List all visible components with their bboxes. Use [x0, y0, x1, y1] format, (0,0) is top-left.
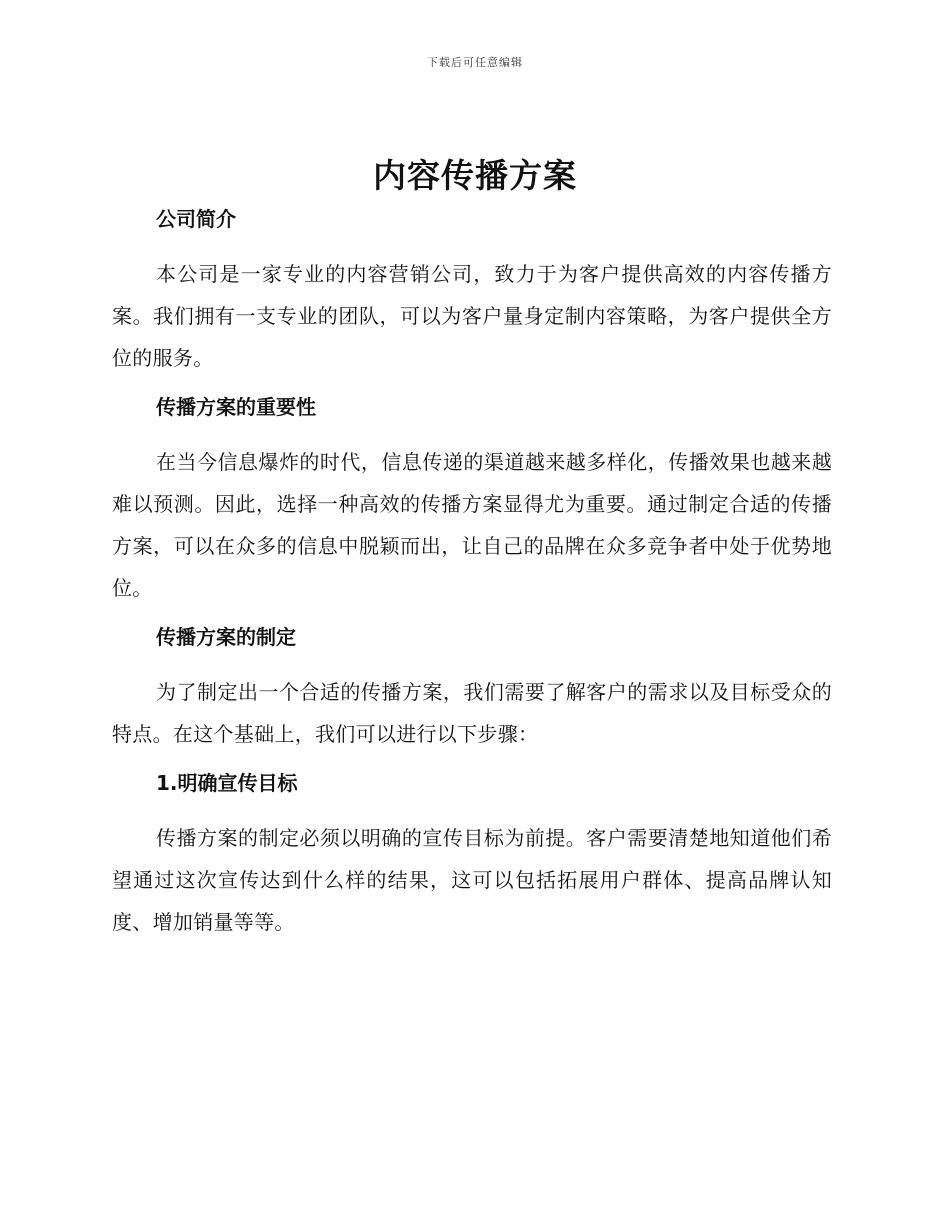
document-title: 内容传播方案: [373, 156, 577, 195]
page-header-note: 下载后可任意编辑: [427, 56, 523, 69]
section-heading-formulation: 传播方案的制定: [156, 625, 296, 649]
section-paragraph-importance: 在当今信息爆炸的时代，信息传递的渠道越来越多样化，传播效果也越来越难以预测。因此，选择一种高效的传播方案显得尤为重要。通过制定合适的传播方案，可以在众多的信息中脱颖而出，让自己的品牌在众多竞争者中处于优势地位。: [112, 450, 832, 600]
section-paragraph-goal: 传播方案的制定必须以明确的宣传目标为前提。客户需要清楚地知道他们希望通过这次宣传达到什么样的结果，这可以包括拓展用户群体、提高品牌认知度、增加销量等等。: [112, 826, 832, 934]
section-heading-company-intro: 公司简介: [156, 207, 236, 231]
section-paragraph-company-intro: 本公司是一家专业的内容营销公司，致力于为客户提供高效的内容传播方案。我们拥有一支专业的团队，可以为客户量身定制内容策略，为客户提供全方位的服务。: [112, 262, 832, 370]
section-heading-importance: 传播方案的重要性: [156, 395, 316, 419]
section-paragraph-formulation: 为了制定出一个合适的传播方案，我们需要了解客户的需求以及目标受众的特点。在这个基础上，我们可以进行以下步骤：: [112, 680, 832, 746]
document-body: [112, 203, 832, 943]
section-heading-goal: 1.明确宣传目标: [156, 771, 298, 795]
